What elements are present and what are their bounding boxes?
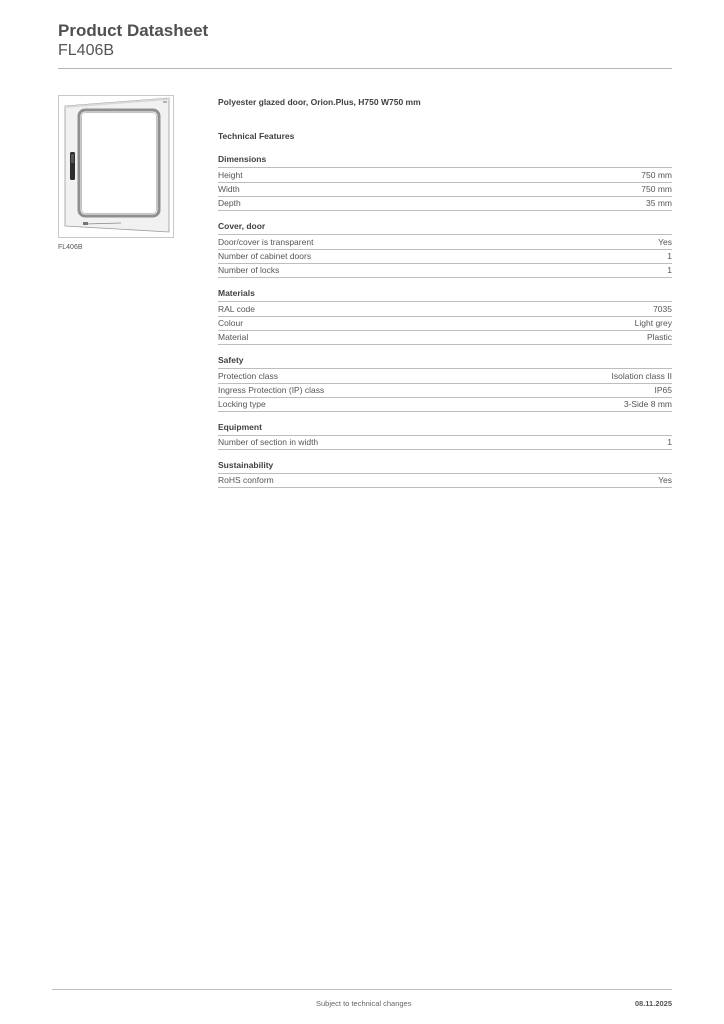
spec-row xyxy=(218,397,672,412)
spec-row xyxy=(218,473,672,488)
spec-row xyxy=(218,435,672,450)
spec-label: Number of section in width xyxy=(218,437,319,448)
spec-label: Depth xyxy=(218,198,241,209)
spec-row xyxy=(218,383,672,398)
header-divider xyxy=(58,68,672,69)
spec-group xyxy=(218,219,672,278)
spec-group xyxy=(218,152,672,211)
spec-label: RAL code xyxy=(218,303,256,314)
page-header xyxy=(58,20,208,60)
spec-label: Number of locks xyxy=(218,265,280,276)
spec-group-title: Cover, door xyxy=(218,221,266,231)
spec-group-title: Equipment xyxy=(218,422,262,432)
spec-label: Door/cover is transparent xyxy=(218,236,314,247)
spec-row xyxy=(218,182,672,197)
spec-label: Width xyxy=(218,184,240,195)
spec-row xyxy=(218,249,672,264)
spec-row xyxy=(218,234,672,249)
footer-note: Subject to technical changes xyxy=(316,999,412,1008)
spec-group-title: Safety xyxy=(218,355,244,365)
technical-features-heading: Technical Features xyxy=(218,131,295,141)
footer-divider xyxy=(52,989,672,990)
spec-row xyxy=(218,263,672,278)
spec-label: Protection class xyxy=(218,370,278,381)
spec-group-title: Dimensions xyxy=(218,154,267,164)
image-caption: FL406B xyxy=(58,244,83,251)
technical-features-table xyxy=(218,152,672,496)
spec-row xyxy=(218,167,672,182)
spec-group xyxy=(218,353,672,412)
spec-label: Ingress Protection (IP) class xyxy=(218,385,325,396)
spec-value: Plastic xyxy=(646,332,672,343)
spec-value: 1 xyxy=(667,265,672,276)
spec-group-title: Sustainability xyxy=(218,460,274,470)
spec-row xyxy=(218,368,672,383)
footer-date: 08.11.2025 xyxy=(634,999,672,1008)
spec-label: Locking type xyxy=(218,399,266,410)
spec-label: Height xyxy=(218,169,243,180)
spec-group xyxy=(218,420,672,450)
spec-value: Yes xyxy=(658,236,672,247)
spec-value: Yes xyxy=(658,475,672,486)
spec-value: 1 xyxy=(667,437,672,448)
spec-group xyxy=(218,286,672,345)
spec-group xyxy=(218,458,672,488)
spec-value: Light grey xyxy=(634,318,672,329)
spec-value: 750 mm xyxy=(641,169,672,180)
spec-label: RoHS conform xyxy=(218,475,274,486)
spec-value: Isolation class II xyxy=(611,370,672,381)
glazed-door-picture xyxy=(59,96,173,237)
spec-label: Colour xyxy=(218,318,244,329)
page-title: Product Datasheet xyxy=(58,21,209,40)
spec-value: 7035 xyxy=(653,303,672,314)
product-code: FL406B xyxy=(58,42,115,59)
spec-value: 750 mm xyxy=(641,184,672,195)
spec-value: IP65 xyxy=(654,385,672,396)
spec-value: 1 xyxy=(667,251,672,262)
spec-value: 3-Side 8 mm xyxy=(623,399,672,410)
spec-row xyxy=(218,301,672,316)
spec-row xyxy=(218,196,672,211)
spec-label: Number of cabinet doors xyxy=(218,251,312,262)
product-description: Polyester glazed door, Orion.Plus, H750 W750 mm xyxy=(218,97,421,107)
spec-row xyxy=(218,316,672,331)
spec-label: Material xyxy=(218,332,249,343)
spec-row xyxy=(218,330,672,345)
spec-group-title: Materials xyxy=(218,288,255,298)
product-image xyxy=(58,95,174,238)
spec-value: 35 mm xyxy=(646,198,672,209)
